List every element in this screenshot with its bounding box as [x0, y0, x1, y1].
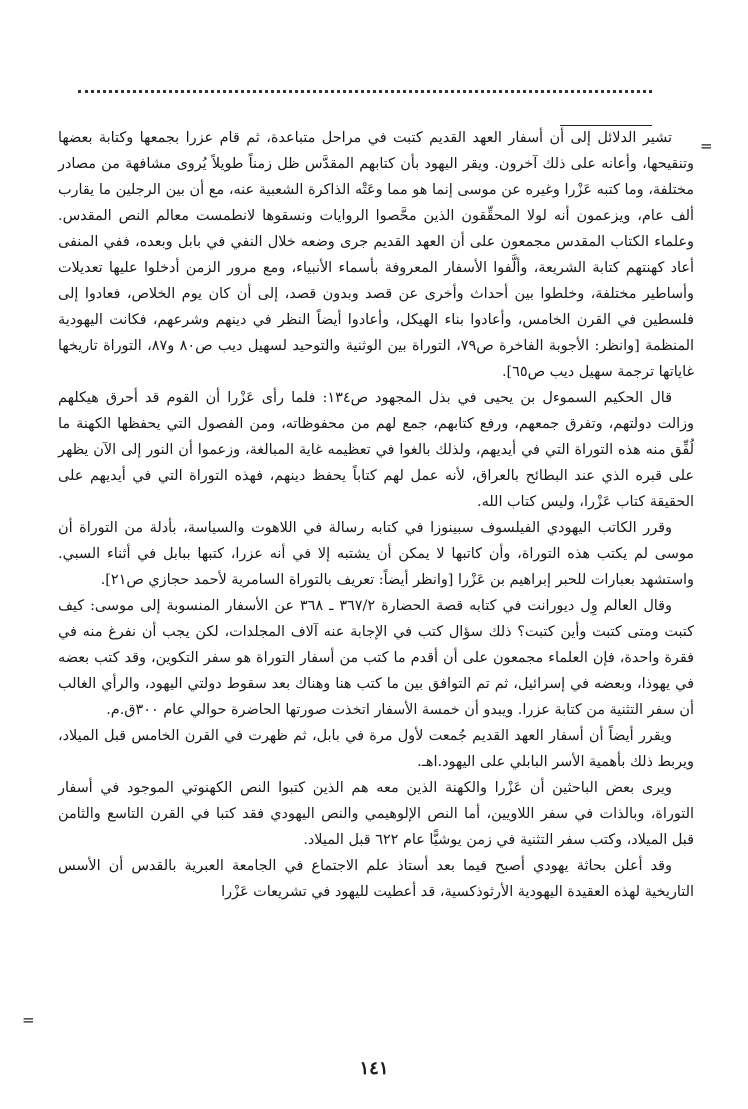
footnote-paragraph: ويقرر أيضاً أن أسفار العهد القديم جُمعت لأول مرة في بابل، ثم ظهرت في القرن الخامس قبل الميلاد، ويربط ذلك بأهمية الأسر البابلي على اليهود.اهـ.: [58, 728, 694, 770]
footnote-paragraph: وقرر الكاتب اليهودي الفيلسوف سبينوزا في كتابه رسالة في اللاهوت والسياسة، بأدلة من التوراة أن موسى لم يكتب هذه التوراة، وأن كاتبها لا يمكن أن يشتبه إلا في أنه عزرا، كتبها ببابل في أثناء السبي. واستشهد بعبارات للحبر إبراهيم بن عَزْرا [وانظر أيضاً: تعريف بالتوراة السامرية لأحمد حجازي ص٢١].: [58, 520, 694, 588]
footnote-paragraph: وقد أعلن بحاثة يهودي أصبح فيما بعد أستاذ علم الاجتماع في الجامعة العبرية بالقدس أن الأسس التاريخية لهذه العقيدة اليهودية الأرثوذكسية، قد أعطيت لليهود في تشريعات عَزْرا: [58, 858, 694, 900]
footnote-paragraph: وقال العالم وِل ديورانت في كتابه قصة الحضارة ٣٦٧/٢ ـ ٣٦٨ عن الأسفار المنسوبة إلى موسى: كيف كتبت ومتى كتبت وأين كتبت؟ ذلك سؤال كتب في الإجابة عنه آلاف المجلدات، لكن يجب أن نفرغ منه في فقرة واحدة، فإن العلماء مجمعون على أن أقدم ما كتب من أسفار التوراة هو سفر التكوين، وقد كتب بعضه في يهوذا، وبعضه في إسرائيل، ثم تم التوافق بين ما كتب هنا وهناك بعد سقوط دولتي اليهود، والرأي الغالب أن سفر التثنية من كتابة عزرا. ويبدو أن خمسة الأسفار اتخذت صورتها الحاضرة حوالي عام ٣٠٠ق.م.: [58, 598, 694, 718]
footnote-text: [58, 125, 694, 905]
footnote-paragraph: قال الحكيم السموءل بن يحيى في بذل المجهود ص١٣٤: فلما رأى عَزْرا أن القوم قد أحرق هيكلهم وزالت دولتهم، وتفرق جمعهم، ورفع كتابهم، جمع لهم من محفوظاته، ومن الفصول التي يحفظها الكهنة ما لُفِّق منه هذه التوراة التي في أيديهم، ولذلك بالغوا في تعظيمه غاية المبالغة، وزعموا أن النور إلى الآن يظهر على قبره الذي عند البطائح بالعراق، لأنه عمل لهم كتاباً يحفظ دينهم، فهذه التوراة التي في أيديهم على الحقيقة كتاب عَزْرا، وليس كتاب الله.: [58, 390, 694, 510]
footnote-paragraph: ويرى بعض الباحثين أن عَزْرا والكهنة الذين معه هم الذين كتبوا النص الكهنوتي الموجود في أسفار التوراة، وبالذات في سفر اللاويين، أما النص الإلوهيمي والنص اليهودي فقد كتبا في القرن التاسع والثامن قبل الميلاد، وكتب سفر التثنية في زمن يوشيًّا عام ٦٢٢ قبل الميلاد.: [58, 780, 694, 848]
dotted-separator: [78, 90, 652, 93]
continuation-mark-start: =: [700, 137, 713, 155]
footnote-paragraph: تشير الدلائل إلى أن أسفار العهد القديم كتبت في مراحل متباعدة، ثم قام عزرا بجمعها وكتابة بعضها وتنقيحها، وأعانه على ذلك آخرون. ويقر اليهود بأن كتابهم المقدَّس ظل زمناً طويلاً يُروى مشافهة من مصادر مختلفة، وما كتبه عَزْرا وغيره عن موسى إنما هو مما وعَتْه الذاكرة الشعبية عنه، مع أن بين الرجلين ما يقارب ألف عام، ويزعمون أنه لولا المحقِّقون الذين محَّصوا الروايات ونسقوها لانطمست معالم النص المقدس. وعلماء الكتاب المقدس مجمعون على أن العهد القديم جرى وضعه خلال النفي في بابل وبعده، ففي المنفى أعاد كهنتهم كتابة الشريعة، وألَّفوا الأسفار المعروفة بأسماء الأنبياء، ومع مرور الزمن أدخلوا عليها تعديلات وأساطير مختلفة، وخلطوا بين أحداث وأخرى عن قصد وبدون قصد، إلى أن كان يوم الخلاص، فعادوا إلى فلسطين في القرن الخامس، وأعادوا بناء الهيكل، وأعادوا أيضاً النظر في دينهم وشرعهم، فكانت اليهودية المنظمة [وانظر: الأجوبة الفاخرة ص٧٩، التوراة بين الوثنية والتوحيد لسهيل ديب ص٨٠ و٨٧، التوراة تاريخها غاياتها ترجمة سهيل ديب ص٦٥].: [58, 130, 695, 380]
page-number: ١٤١: [359, 1058, 389, 1079]
continuation-mark-end: =: [22, 1011, 35, 1029]
